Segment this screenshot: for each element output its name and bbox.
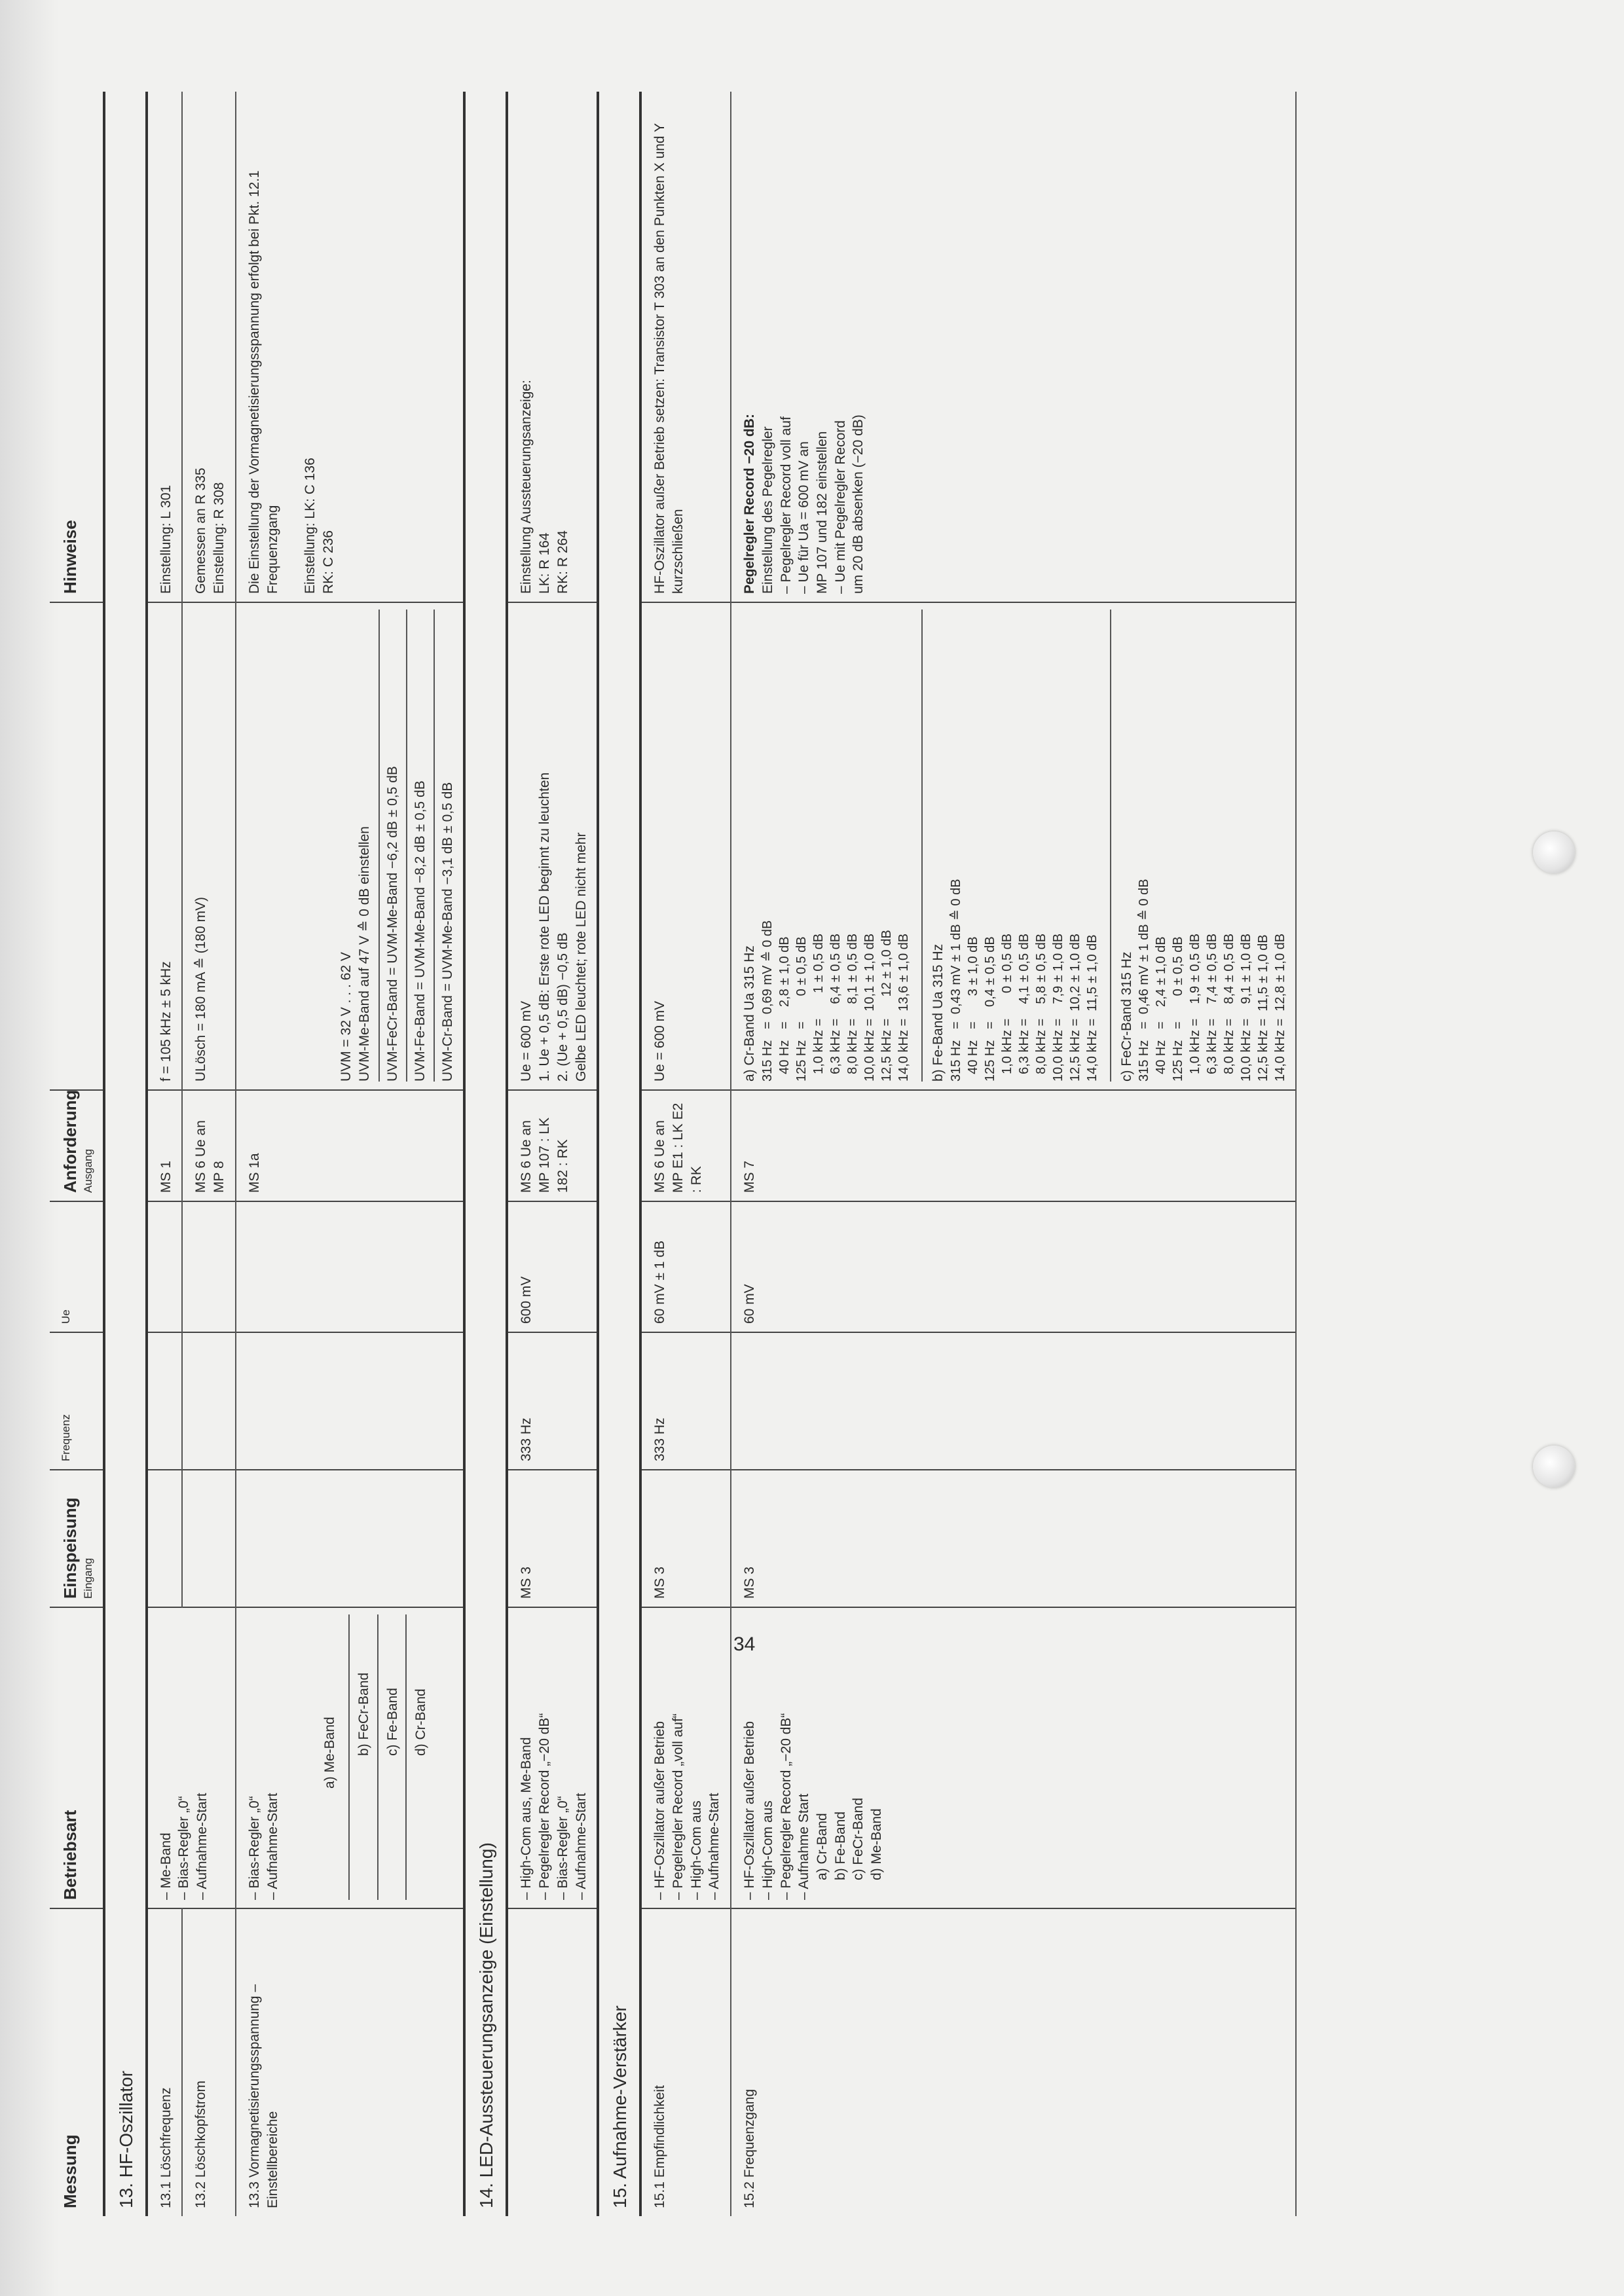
- section-14: 14. LED-Aussteuerungsanzeige (Einstellung): [464, 92, 507, 2216]
- hinweise-cell: Einstellung Aussteuerungsanzeige: LK: R 164 RK: R 264: [507, 92, 598, 602]
- punch-hole: [1533, 1446, 1575, 1487]
- fecr-band-block: c) FeCr-Band 315 Hz 315 Hz = 0,46 mV ± 1 dB ≙ 0 dB 40 Hz = 2,4 ± 1,0 dB 125 Hz = 0 ± 0,5 dB 1,0 kHz = 1,9 ± 0,5 dB 6,3 kHz = 7,4 ± 0,5 dB 8,0 kHz = 8,4 ± 0,5 dB 10,0 kHz = 9,1 ± 1,0 dB 12,5 kHz = 11,5 ± 1,0 dB 14,0 kHz = 12,8 ± 1,0 dB: [1110, 610, 1289, 1082]
- anforderung-cell: Ue = 600 mV: [640, 602, 731, 1090]
- row-14: [507, 92, 598, 2216]
- row-15-1: [640, 92, 731, 2216]
- betriebsart-cell: – Me-Band – Bias-Regler „0“ – Aufnahme-Start: [147, 1607, 236, 1908]
- header-frequenz: Frequenz: [50, 1332, 104, 1470]
- messung-cell: 13.1 Löschfrequenz: [147, 1908, 183, 2216]
- section-13: 13. HF-Oszillator: [104, 92, 147, 2216]
- betriebsart-cell: – Bias-Regler „0“ – Aufnahme-Start a) Me-Band b) FeCr-Band c) Fe-Band d) Cr-Band: [236, 1607, 465, 1908]
- messung-cell: 13.3 Vormagnetisierungsspannung – Einstellbereiche: [236, 1908, 465, 2216]
- messung-cell: 13.2 Löschkopfstrom: [182, 1908, 235, 2216]
- hinweise-cell: HF-Oszillator außer Betrieb setzen: Transistor T 303 an den Punkten X und Y kurzschließen: [640, 92, 731, 602]
- ausgang-cell: MS 7: [731, 1090, 1296, 1201]
- ausgang-cell: MS 1a: [236, 1090, 465, 1201]
- band-fe: c) Fe-Band: [377, 1614, 402, 1900]
- messung-cell: 15.2 Frequenzgang: [731, 1908, 1296, 2216]
- rotated-measurement-table: [50, 92, 1475, 2216]
- eingang-cell: MS 3: [640, 1470, 731, 1607]
- anforderung-cell: UVM = 32 V . . . 62 V UVM-Me-Band auf 47 V ≙ 0 dB einstellen UVM-FeCr-Band = UVM-Me-Band −6,2 dB ± 0,5 dB UVM-Fe-Band = UVM-Me-Band −8,2 dB ± 0,5 dB UVM-Cr-Band = UVM-Me-Band −3,1 dB ± 0,5 dB: [236, 602, 465, 1090]
- section-15: 15. Aufnahme-Verstärker: [598, 92, 640, 2216]
- frequenz-cell: 333 Hz: [507, 1332, 598, 1470]
- punch-hole: [1533, 831, 1575, 873]
- row-15-2: [731, 92, 1296, 2216]
- ue-cell: 600 mV: [507, 1201, 598, 1332]
- anforderung-cell: [731, 602, 1296, 1090]
- band-fecr: b) FeCr-Band: [348, 1614, 373, 1900]
- header-hinweise: Hinweise: [50, 92, 104, 602]
- band-me: a) Me-Band: [322, 1717, 338, 1789]
- header-anforderung: [50, 602, 104, 1090]
- anforderung-cell: Ue = 600 mV 1. Ue + 0,5 dB: Erste rote LED beginnt zu leuchten 2. (Ue + 0,5 dB) −0,5 dB Gelbe LED leuchtet; rote LED nicht mehr: [507, 602, 598, 1090]
- ausgang-cell: MS 6 Ue an MP E1 : LK E2 : RK: [640, 1090, 731, 1201]
- header-messung: Messung: [50, 1908, 104, 2216]
- eingang-cell: MS 3: [731, 1470, 1296, 1607]
- betriebsart-cell: – High-Com aus, Me-Band – Pegelregler Record „−20 dB“ – Bias-Regler „0“ – Aufnahme-Start: [507, 1607, 598, 1908]
- anforderung-cell: f = 105 kHz ± 5 kHz: [147, 602, 183, 1090]
- header-eingang: Einspeisung Eingang: [50, 1470, 104, 1607]
- band-cr: d) Cr-Band: [405, 1614, 430, 1900]
- page-number: 34: [733, 1633, 756, 1655]
- measurement-table: [50, 92, 1297, 2216]
- hinweise-cell: Gemessen an R 335 Einstellung: R 308: [182, 92, 235, 602]
- ue-cell: 60 mV ± 1 dB: [640, 1201, 731, 1332]
- anforderung-cell: ULösch = 180 mA ≙ (180 mV): [182, 602, 235, 1090]
- betriebsart-cell: – HF-Oszillator außer Betrieb – Pegelregler Record „voll auf“ – High-Com aus – Aufnahme-Start: [640, 1607, 731, 1908]
- messung-cell: 15.1 Empfindlichkeit: [640, 1908, 731, 2216]
- ausgang-cell: MS 6 Ue an MP 107 : LK 182 : RK: [507, 1090, 598, 1201]
- ausgang-cell: MS 6 Ue an MP 8: [182, 1090, 235, 1201]
- header-ausgang: Anforderung Ausgang: [50, 1090, 104, 1201]
- frequenz-cell: 333 Hz: [640, 1332, 731, 1470]
- ausgang-cell: MS 1: [147, 1090, 183, 1201]
- header-row: [50, 92, 104, 2216]
- ue-cell: 60 mV: [731, 1201, 1296, 1332]
- hinweise-cell: Die Einstellung der Vormagnetisierungsspannung erfolgt bei Pkt. 12.1 Frequenzgang Einstellung: LK: C 136 RK: C 236: [236, 92, 465, 602]
- eingang-cell: MS 3: [507, 1470, 598, 1607]
- header-ue: Ue: [50, 1201, 104, 1332]
- row-13-3: [236, 92, 465, 2216]
- row-13-1: [147, 92, 183, 2216]
- hinweise-cell: Einstellung: L 301: [147, 92, 183, 602]
- header-betriebsart: Betriebsart: [50, 1607, 104, 1908]
- cr-band-block: a) Cr-Band Ua 315 Hz 315 Hz = 0,69 mV ≙ 0 dB 40 Hz = 2,8 ± 1,0 dB 125 Hz = 0 ± 0,5 dB 1,0 kHz = 1 ± 0,5 dB 6,3 kHz = 6,4 ± 0,5 dB 8,0 kHz = 8,1 ± 0,5 dB 10,0 kHz = 10,1 ± 1,0 dB 12,5 kHz = 12 ± 1,0 dB 14,0 kHz = 13,6 ± 1,0 dB: [742, 920, 911, 1082]
- betriebsart-cell: – HF-Oszillator außer Betrieb – High-Com aus – Pegelregler Record „−20 dB“ – Aufnahme Start a) Cr-Band b) Fe-Band c) FeCr-Band d) Me-Band: [731, 1607, 1296, 1908]
- fe-band-block: b) Fe-Band Ua 315 Hz 315 Hz = 0,43 mV ± 1 dB ≙ 0 dB 40 Hz = 3 ± 1,0 dB 125 Hz = 0,4 ± 0,5 dB 1,0 kHz = 0 ± 0,5 dB 6,3 kHz = 4,1 ± 0,5 dB 8,0 kHz = 5,8 ± 0,5 dB 10,0 kHz = 7,9 ± 1,0 dB 12,5 kHz = 10,2 ± 1,0 dB 14,0 kHz = 11,5 ± 1,0 dB: [921, 610, 1101, 1082]
- hinweise-cell: Pegelregler Record −20 dB: Einstellung des Pegelregler – Pegelregler Record voll auf – Ue für Ua = 600 mV an MP 107 und 182 einstellen – Ue mit Pegelregler Record um 20 dB absenken (−20 dB): [731, 92, 1296, 602]
